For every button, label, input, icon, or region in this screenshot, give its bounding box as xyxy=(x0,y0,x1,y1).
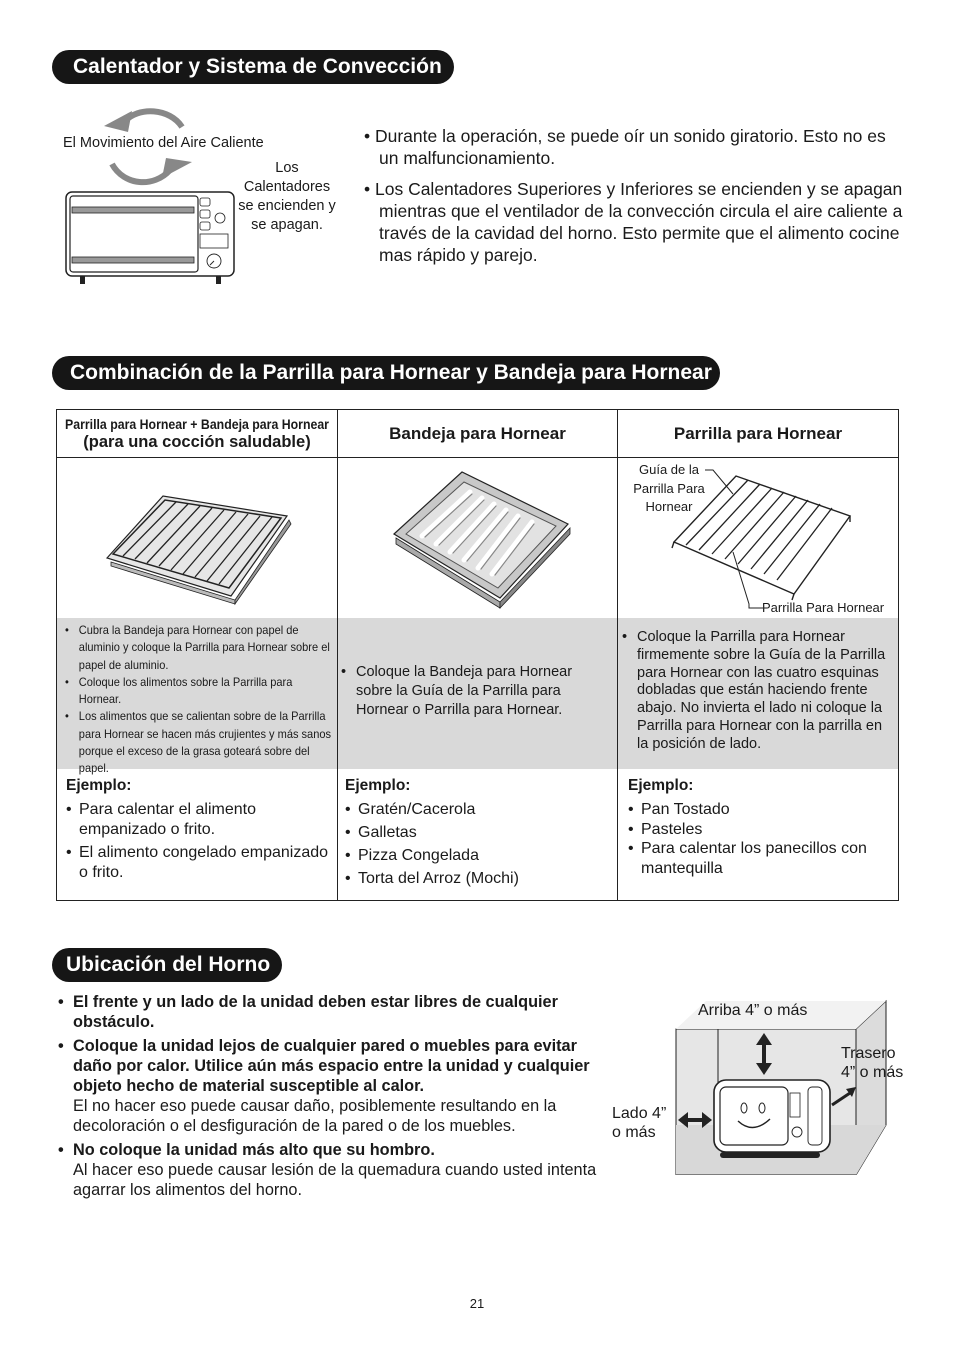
guideline-item: • No coloque la unidad más alto que su hombro. Al hacer eso puede causar lesión de la quemadura cuando usted intenta agarrar los alimentos del horno. xyxy=(58,1140,610,1200)
page-number: 21 xyxy=(469,1296,485,1311)
location-guidelines xyxy=(58,992,610,1204)
airflow-label: El Movimiento del Aire Caliente xyxy=(63,135,264,151)
guideline-item: • Coloque la unidad lejos de cualquier pared o muebles para evitar daño por calor. Utilice aún más espacio entre la unidad y cualquier objeto hecho de material susceptible al calor. El no hacer eso puede causar daño, posiblemente resultando en la decoloración o el desfiguración de la pared o de los muebles. xyxy=(58,1036,610,1136)
instruction-item: • Coloque la Parrilla para Hornear firmemente sobre la Guía de la Parrilla para Hornear con las cuatro esquinas dobladas que están haciendo frente abajo. No invierta el lado ni coloque la Parrilla para Hornear con la parrilla en la posición de lado. xyxy=(622,629,897,754)
section-title-location: Ubicación del Horno xyxy=(52,948,282,982)
header-combo: Parrilla para Hornear + Bandeja para Hornear (para una cocción saludable) xyxy=(65,415,329,451)
convection-note: • Durante la operación, se puede oír un sonido giratorio. Esto no es un malfuncionamiento. xyxy=(364,126,886,168)
row-divider xyxy=(57,457,898,458)
clearance-diagram xyxy=(602,995,902,1175)
rack-on-pan-illustration xyxy=(97,486,307,606)
instructions-pan xyxy=(341,663,586,720)
example-item: • Galletas xyxy=(345,823,610,843)
instruction-item: • Los alimentos que se calientan sobre de la Parrilla para Hornear se hacen más crujientes y más sanos porque el exceso de la grasa goteará sobre del papel. xyxy=(65,708,337,777)
clearance-top-label: Arriba 4” o más xyxy=(698,1002,808,1019)
clearance-side-label: Lado 4” o más xyxy=(612,1105,667,1141)
instructions-combo xyxy=(65,622,337,778)
convection-oven-illustration xyxy=(62,100,242,290)
rack-label: Parrilla Para Hornear xyxy=(762,600,885,615)
examples-rack: Ejemplo: • Pan Tostado • Pasteles • Para calentar los panecillos con mantequilla xyxy=(628,777,890,878)
example-item: • Para calentar el alimento empanizado o frito. xyxy=(66,800,336,840)
rack-guide-pointer xyxy=(703,468,743,498)
example-item: • Pasteles xyxy=(628,820,890,840)
heaters-label: Los Calentadores se encienden y se apagan. xyxy=(238,160,336,233)
example-item: • Torta del Arroz (Mochi) xyxy=(345,869,610,889)
column-divider xyxy=(617,410,618,900)
section-title-convection: Calentador y Sistema de Convección xyxy=(52,50,454,84)
examples-pan: Ejemplo: • Gratén/Cacerola • Galletas • Pizza Congelada • Torta del Arroz (Mochi) xyxy=(345,777,610,892)
example-item: • Para calentar los panecillos con mantequilla xyxy=(628,839,890,878)
instruction-item: • Cubra la Bandeja para Hornear con papel de aluminio y coloque la Parrilla para Hornear sobre el papel de aluminio. xyxy=(65,622,337,674)
header-baking-rack: Parrilla para Hornear xyxy=(673,423,843,443)
example-item: • El alimento congelado empanizado o frito. xyxy=(66,843,336,883)
instructions-rack xyxy=(622,629,897,754)
convection-note: • Los Calentadores Superiores y Inferiores se encienden y se apagan mientras que el ventilador de la convección circula el aire caliente a través de la cavidad del horno. Esto permite que el alimento cocine mas rápido y parejo. xyxy=(364,179,903,265)
header-baking-pan: Bandeja para Hornear xyxy=(389,423,566,443)
example-item: • Pizza Congelada xyxy=(345,846,610,866)
section-title-rack-pan: Combinación de la Parrilla para Hornear y Bandeja para Hornear xyxy=(52,356,720,390)
rack-pan-table xyxy=(56,409,899,901)
guideline-item: • El frente y un lado de la unidad deben estar libres de cualquier obstáculo. xyxy=(58,992,610,1032)
instruction-item: • Coloque la Bandeja para Hornear sobre la Guía de la Parrilla para Hornear o Parrilla para Hornear. xyxy=(341,663,586,720)
example-item: • Gratén/Cacerola xyxy=(345,800,610,820)
rack-guide-label: Guía de la Parrilla Para Hornear xyxy=(633,462,705,514)
examples-combo: Ejemplo: • Para calentar el alimento empanizado o frito. • El alimento congelado empanizado o frito. xyxy=(66,777,336,886)
convection-notes xyxy=(364,125,909,275)
instruction-item: • Coloque los alimentos sobre la Parrilla para Hornear. xyxy=(65,674,337,709)
baking-pan-illustration xyxy=(382,464,582,614)
clearance-rear-label: Trasero 4” o más xyxy=(841,1045,904,1081)
example-item: • Pan Tostado xyxy=(628,800,890,820)
